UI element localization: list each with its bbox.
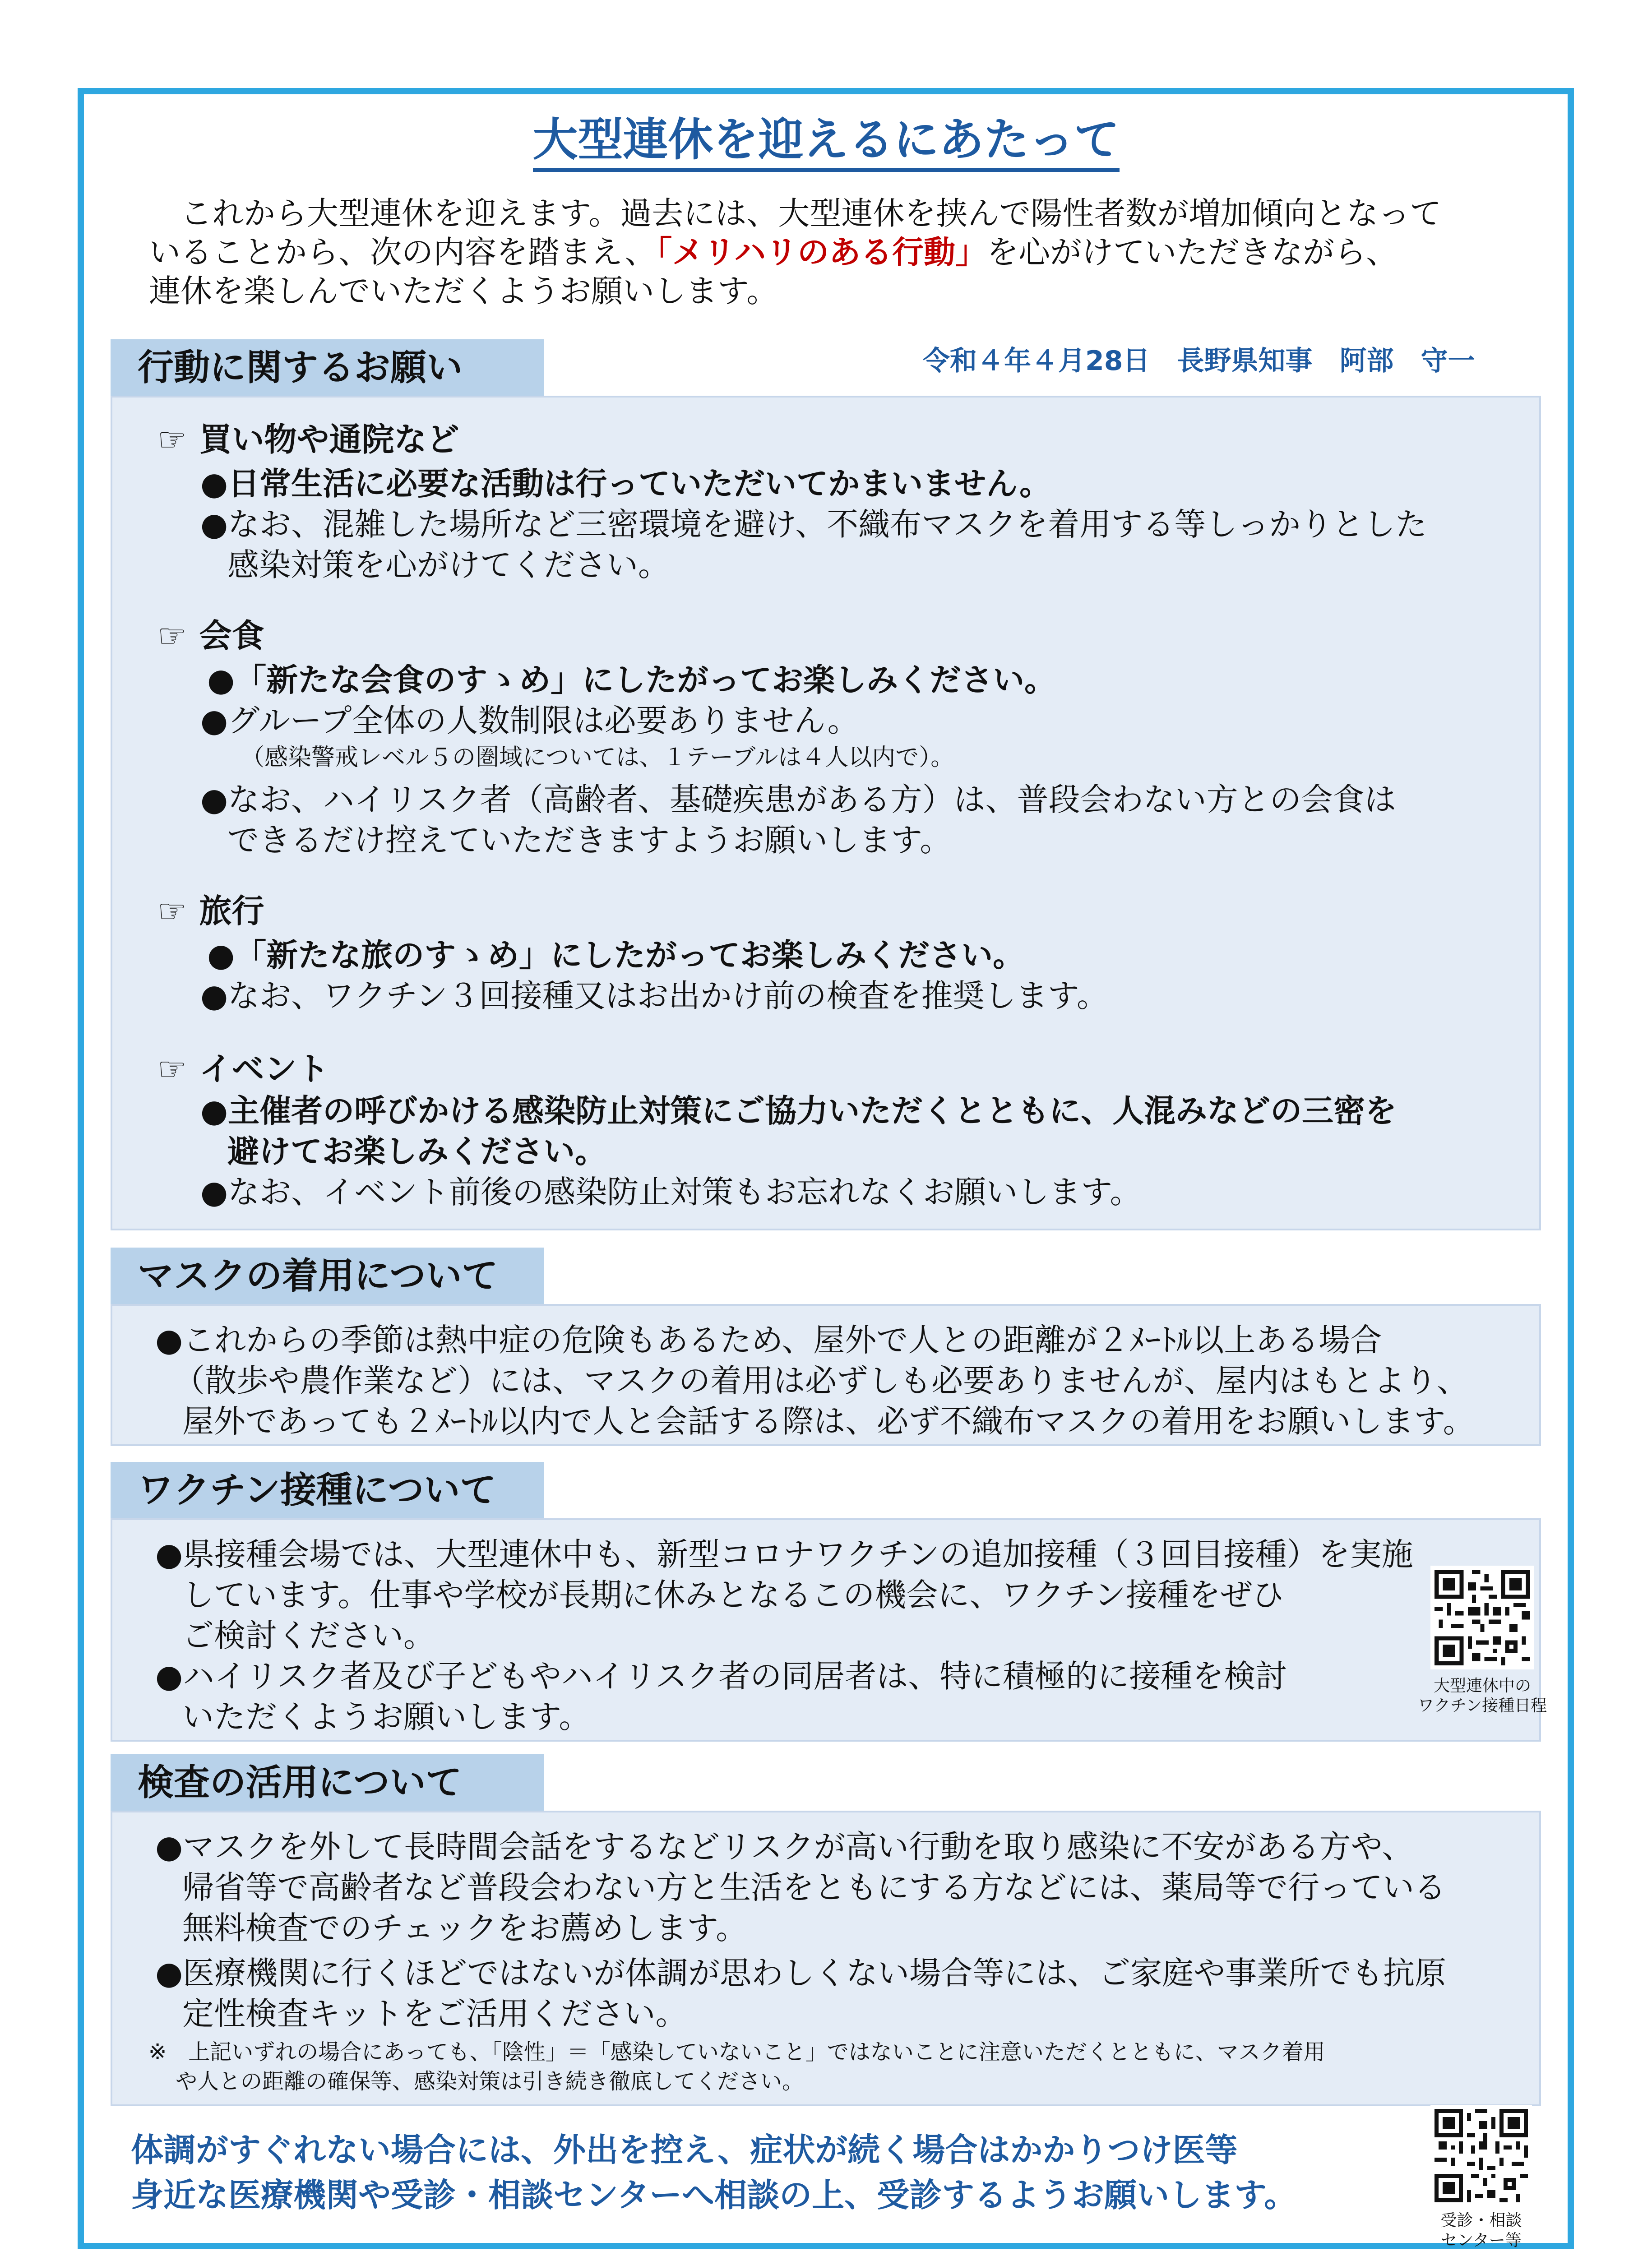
section-box-mask	[111, 1304, 1541, 1446]
pointing-hand-icon: ☞	[157, 1050, 187, 1088]
vaccine-line-1: ●県接種会場では、大型連休中も、新型コロナワクチンの追加接種（３回目接種）を実施	[155, 1536, 1413, 1573]
footer-line-1: 体調がすぐれない場合には、外出を控え、症状が続く場合はかかりつけ医等	[131, 2131, 1238, 2169]
pointing-hand-icon: ☞	[157, 421, 187, 458]
section-tab-testing: 検査の活用について	[111, 1754, 544, 1811]
subheading-event: ☞ イベント	[157, 1050, 329, 1088]
vaccine-schedule-qr-code[interactable]	[1430, 1566, 1534, 1669]
vaccine-line-3: ご検討ください。	[182, 1617, 435, 1654]
pointing-hand-icon: ☞	[157, 892, 187, 930]
subheading-shopping: ☞ 買い物や通院など	[157, 421, 459, 458]
testing-line-2: 帰省等で高齢者など普段会わない方と生活をともにする方などには、薬局等で行っている	[182, 1869, 1446, 1906]
intro-paragraph	[149, 194, 1548, 310]
consultation-center-qr-code[interactable]	[1430, 2105, 1532, 2206]
mask-line-1: ●これからの季節は熱中症の危険もあるため、屋外で人との距離が２ﾒｰﾄﾙ以上ある場合	[155, 1322, 1382, 1359]
page-title: 大型連休を迎えるにあたって	[0, 115, 1652, 165]
pointing-hand-icon: ☞	[157, 617, 187, 655]
vaccine-line-2: しています。仕事や学校が長期に休みとなるこの機会に、ワクチン接種をぜひ	[182, 1576, 1284, 1613]
subheading-dining: ☞ 会食	[157, 617, 264, 655]
vaccine-line-4: ●ハイリスク者及び子どもやハイリスク者の同居者は、特に積極的に接種を検討	[155, 1658, 1287, 1695]
testing-line-3: 無料検査でのチェックをお薦めします。	[182, 1909, 748, 1946]
dateline-signature: 令和４年４月28日 長野県知事 阿部 守一	[923, 345, 1475, 377]
bullet-travel-2: ●なお、ワクチン３回接種又はお出かけ前の検査を推奨します。	[200, 977, 1108, 1014]
testing-note-1: ※ 上記いずれの場合にあっても、「陰性」＝「感染していないこと」ではないことに注意いただくとともに、マスク着用	[148, 2039, 1325, 2065]
bullet-shopping-2-cont: 感染対策を心がけてください。	[227, 546, 670, 583]
vaccine-qr-caption: 大型連休中の ワクチン接種日程	[1417, 1677, 1547, 1715]
section-box-action	[111, 396, 1541, 1230]
mask-line-3: 屋外であっても２ﾒｰﾄﾙ以内で人と会話する際は、必ず不織布マスクの着用をお願いします。	[182, 1403, 1475, 1440]
vaccine-line-5: いただくようお願いします。	[182, 1698, 591, 1735]
subheading-travel: ☞ 旅行	[157, 892, 264, 930]
intro-line-1: これから大型連休を迎えます。過去には、大型連休を挟んで陽性者数が増加傾向となって	[180, 195, 1442, 232]
footer-line-2: 身近な医療機関や受診・相談センターへ相談の上、受診するようお願いします。	[131, 2176, 1297, 2214]
mask-line-2: （散歩や農作業など）には、マスクの着用は必ずしも必要ありませんが、屋内はもとより、	[173, 1362, 1468, 1399]
section-tab-action: 行動に関するお願い	[111, 339, 544, 396]
bullet-event-2: ●なお、イベント前後の感染防止対策もお忘れなくお願いします。	[200, 1174, 1142, 1211]
testing-line-4: ●医療機関に行くほどではないが体調が思わしくない場合等には、ご家庭や事業所でも抗原	[155, 1955, 1447, 1992]
footer-consultation-message	[131, 2127, 1439, 2218]
bullet-event-1: ●主催者の呼びかける感染防止対策にご協力いただくとともに、人混みなどの三密を	[200, 1092, 1397, 1129]
consultation-qr-caption: 受診・相談 センター等	[1440, 2211, 1522, 2250]
testing-line-5: 定性検査キットをご活用ください。	[182, 1995, 687, 2032]
section-tab-mask: マスクの着用について	[111, 1248, 544, 1304]
intro-line-2: いることから、次の内容を踏まえ、「メリハリのある行動」を心がけていただきながら、	[149, 234, 1398, 271]
section-box-testing	[111, 1811, 1541, 2106]
testing-line-1: ●マスクを外して長時間会話をするなどリスクが高い行動を取り感染に不安がある方や、	[155, 1828, 1414, 1865]
bullet-dining-2: ●グループ全体の人数制限は必要ありません。	[200, 702, 859, 739]
bullet-travel-1: ●「新たな旅のすゝめ」にしたがってお楽しみください。	[207, 937, 1025, 974]
qr-code-icon	[1430, 1566, 1534, 1669]
bullet-shopping-2: ●なお、混雑した場所など三密環境を避け、不織布マスクを着用する等しっかりとした	[200, 506, 1427, 543]
bullet-dining-3-cont: できるだけ控えていただきますようお願いします。	[227, 822, 952, 859]
bullet-dining-1: ●「新たな会食のすゝめ」にしたがってお楽しみください。	[207, 661, 1056, 698]
section-box-vaccine	[111, 1518, 1541, 1742]
note-dining-level5: （感染警戒レベル５の圏域については、１テーブルは４人以内で）。	[241, 744, 954, 771]
section-tab-vaccine: ワクチン接種について	[111, 1462, 544, 1518]
testing-note-2: や人との距離の確保等、感染対策は引き続き徹底してください。	[176, 2069, 804, 2094]
highlight-phrase: 「メリハリのある行動」	[656, 234, 987, 271]
qr-code-icon	[1430, 2105, 1532, 2206]
bullet-dining-3: ●なお、ハイリスク者（高齢者、基礎疾患がある方）は、普段会わない方との会食は	[200, 781, 1396, 818]
bullet-event-1-cont: 避けてお楽しみください。	[227, 1133, 606, 1170]
bullet-shopping-1: ●日常生活に必要な活動は行っていただいてかまいません。	[200, 465, 1051, 502]
intro-line-3: 連休を楽しんでいただくようお願いします。	[149, 273, 778, 310]
